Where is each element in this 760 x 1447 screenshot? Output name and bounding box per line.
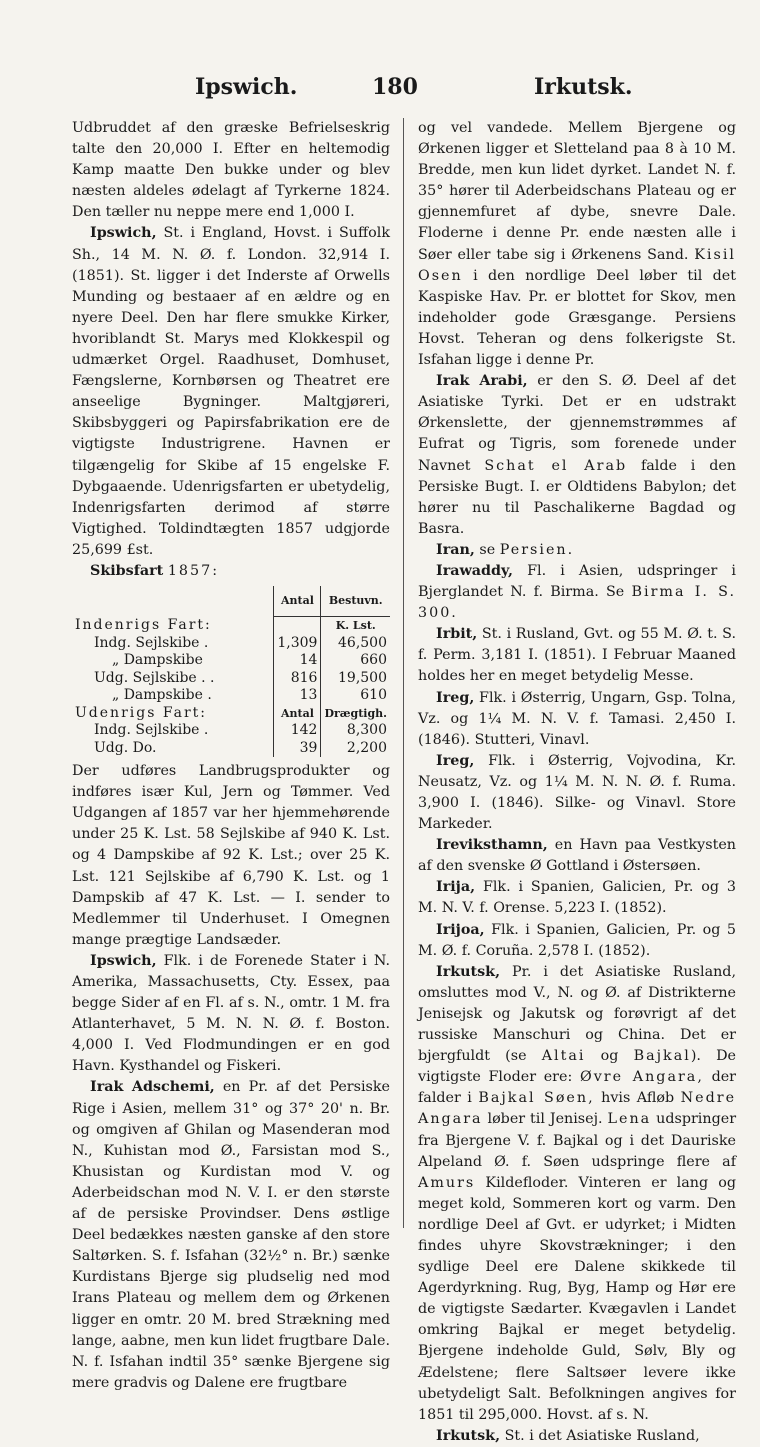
river-name: Nedre Angara [418,1090,737,1128]
headword: Irbit, [436,626,478,643]
cross-reference: Persien. [499,541,575,558]
entry-irak-adschemi [72,1077,390,1393]
headword: Iran, [436,541,475,558]
table-row: Udg. Do. 39 2,200 [72,740,390,758]
headword: Irkutsk, [436,1427,501,1444]
section-indenrigs: Indenrigs Fart: [75,616,212,633]
column-divider [403,118,404,1228]
entry-ipswich-england [72,223,390,561]
entry-irkutsk-province: Irkutsk, Pr. i det Asiatiske Rusland, omsluttes mod V., N. og Ø. af Distrikterne Jenisejsk og Jakutsk og forøvrigt af det russiske Manschuri og China. Det er bjergfuldt (se Altai og Bajkal). De vigtigste Floder ere: Øvre Angara, der falder i Bajkal Søen, hvis Afløb Nedre Angara løber til Jenisej. Lena udspringer fra Bjergene V. f. Bajkal og i det Dauriske Alpeland Ø. f. Søen udspringe flere af Amurs Kildefloder. Vinteren er lang og meget kold, Sommeren kort og varm. Den nordlige Deel af Gvt. er udyrket; i Midten findes uhyre Skovstrækninger; i den sydlige Deel ere Dalene skikkede til Agerdyrkning. Rug, Byg, Hamp og Hør ere de vigtigste Sædarter. Kvægavlen i Landet omkring Bajkal er meget betydelig. Bjergene indeholde Guld, Sølv, Bly og Ædelstene; flere Saltsøer levere ikke ubetydeligt Salt. Befolkningen angives for 1851 til 295,000. Hovst. af s. N. [418,963,737,1423]
entry-iran: Iran, se Persien. [436,541,575,558]
entry-irak-arabi: Irak Arabi, er den S. Ø. Deel af det Asiatiske Tyrki. Det er en udstrakt Ørkenslette, der gjennemstrømmes af Eufrat og Tigris, som forenede under Navnet Schat el Arab falde i den Persiske Bugt. I. er Oldtidens Babylon; det hører nu til Paschalikerne Bagdad og Basra. [418,373,737,537]
table-row: „ Dampskibe . 13 610 [72,687,390,705]
table-row: Indg. Sejlskibe . 1,309 46,500 [72,635,390,653]
headword: Irak Arabi, [436,373,528,390]
lake-name: Bajkal Søen, [478,1090,595,1107]
table-row: Udg. Sejlskibe . . 816 19,500 [72,670,390,688]
entry-ireviksthamn: Ireviksthamn, en Havn paa Vestkysten af den svenske Ø Gottland i Østersøen. [418,837,737,875]
shipping-label: Skibsfart [90,562,164,579]
paragraph-exports: Der udføres Landbrugsprodukter og indføres især Kul, Jern og Tømmer. Ved Udgangen af 1857 var her hjemmehørende under 25 K. Lst. 58 Sejlskibe af 940 K. Lst. og 4 Dampskibe af 92 K. Lst.; over 25 K. Lst. 121 Sejlskibe af 6,790 K. Lst. og 1 Dampskib af 47 K. Lst. — I. sender to Medlemmer til Underhuset. I Omegnen mange prægtige Landsæder. [72,763,390,948]
paragraph-continued: og vel vandede. Mellem Bjergene og Ørkenen ligger et Sletteland paa 8 à 10 M. Bredde, men kun lidet dyrket. Landet N. f. 35° hører til Aderbeidschans Plateau og er gjennemfuret af dybe, snevre Dale. Floderne i denne Pr. ende næsten alle i Søer eller tabe sig i Ørkenens Sand. Kisil Osen i den nordlige Deel løber til det Kaspiske Hav. Pr. er blottet for Skov, men indeholder gode Græsgange. Persiens Hovst. Teheran og dens folkerigste St. Isfahan ligge i denne Pr. [418,120,736,369]
headword: Irawaddy, [436,562,513,579]
river-name: Amurs [418,1174,476,1191]
unit-antal: Antal [274,705,321,723]
river-name: Schat el Arab [484,457,628,474]
col-header-bestuvn: Bestuvn. [321,586,390,617]
col-header-antal: Antal [274,586,321,617]
headword: Ireg, [436,752,475,769]
headword: Ireg, [436,689,475,706]
section-udenrigs: Udenrigs Fart: [75,704,207,721]
cross-reference: Altai [541,1048,586,1065]
headword: Ireviksthamn, [436,837,548,854]
unit-label: K. Lst. [321,617,390,635]
paragraph-continued: Udbruddet af den græske Befrielseskrig talte den 20,000 I. Efter en heltemodig Kamp maatte Den bukke under og blev næsten aldeles ødelagt af Tyrkerne 1824. Den tæller nu neppe mere end 1,000 I. [72,120,390,221]
entry-irawaddy: Irawaddy, Fl. i Asien, udspringer i Bjerglandet N. f. Birma. Se Birma I. S. 300. [418,562,737,622]
right-column [418,118,736,1447]
entry-text: Flk. i de Forenede Stater i N. Amerika, Massachusetts, Cty. Essex, paa begge Sider af en Fl. af s. N., omtr. 1 M. fra Atlanterhavet, 5 M. N. N. Ø. f. Boston. 4,000 I. Ved Flodmundingen er en god Havn. Kysthandel og Fiskeri. [72,952,390,1075]
page-number: 180 [372,74,418,100]
shipping-heading [72,561,390,582]
entry-text: en Pr. af det Persiske Rige i Asien, mellem 31° og 37° 20' n. Br. og omgiven af Ghilan og Masenderan mod N., Kuhistan mod Ø., Farsistan mod S., Khusistan og Kurdistan mod V. og Aderbeidschan mod N. V. I. er den største af de persiske Provindser. Dens østlige Deel bedækkes næsten ganske af den store Saltørken. S. f. Isfahan (32½° n. Br.) sænke Kurdistans Bjerge sig pludselig ned mod Irans Plateau og mellem dem og Ørkenen ligger en omtr. 20 M. bred Strækning med lange, aabne, men kun lidet frugtbare Dale. N. f. Isfahan indtil 35° sænke Bjergene sig mere gradvis og Dalene ere frugtbare [72,1079,391,1391]
headword: Irija, [436,879,476,896]
left-column [72,118,390,1394]
entry-ipswich-america [72,951,390,1078]
headword: Irkutsk, [436,963,501,980]
shipping-table [72,586,390,757]
running-header [0,74,760,114]
entry-irbit: Irbit, St. i Rusland, Gvt. og 55 M. Ø. t. S. f. Perm. 3,181 I. (1851). I Februar Maaned holdes her en meget betydelig Messe. [418,626,736,685]
headword: Irak Adschemi, [90,1079,215,1096]
headword: Irijoa, [436,921,485,938]
shipping-year: 1857: [167,562,220,579]
river-name: Øvre Angara, [579,1069,704,1086]
table-row: Indg. Sejlskibe . 142 8,300 [72,722,390,740]
entry-irijoa: Irijoa, Flk. i Spanien, Galicien, Pr. og 5 M. Ø. f. Coruña. 2,578 I. (1852). [418,921,736,959]
river-name: Lena [607,1111,652,1128]
cross-reference: Birma I. S. 300. [418,584,737,622]
header-left-guideword: Ipswich. [195,74,298,100]
entry-irkutsk-city: Irkutsk, St. i det Asiatiske Rusland, [436,1427,700,1444]
entry-text: St. i England, Hovst. i Suffolk Sh., 14 M. N. Ø. f. London. 32,914 I. (1851). St. ligger i det Inderste af Orwells Munding og bestaaer af en ældre og en nyere Deel. Den har flere smukke Kirker, hvoriblandt St. Marys med Klokkespil og udmærket Orgel. Raadhuset, Domhuset, Fængslerne, Kornbørsen og Theatret ere anseelige Bygninger. Maltgjøreri, Skibsbyggeri og Papirsfabrikation ere de vigtigste Industrigrene. Havnen er tilgængelig for Skibe af 15 engelske F. Dybgaaende. Udenrigsfarten er ubetydelig, Indenrigsfarten derimod af større Vigtighed. Toldindtægten 1857 udgjorde 25,699 £st. [72,225,391,558]
cross-reference: Bajkal [633,1048,691,1065]
headword: Ipswich, [90,225,157,242]
entry-irija: Irija, Flk. i Spanien, Galicien, Pr. og 3 M. N. V. f. Orense. 5,223 I. (1852). [418,879,736,917]
headword: Ipswich, [90,952,157,969]
entry-ireg-1: Ireg, Flk. i Østerrig, Ungarn, Gsp. Tolna, Vz. og 1¼ M. N. V. f. Tamasi. 2,450 I. (1846). Stutteri, Vinavl. [418,689,736,748]
river-name: Kisil Osen [418,246,736,284]
unit-draegt: Drægtigh. [321,705,390,723]
header-right-guideword: Irkutsk. [534,74,633,100]
entry-ireg-2: Ireg, Flk. i Østerrig, Vojvodina, Kr. Neusatz, Vz. og 1¼ M. N. N. Ø. f. Ruma. 3,900 I. (1846). Silke- og Vinavl. Store Markeder. [418,752,737,833]
table-row: „ Dampskibe 14 660 [72,652,390,670]
